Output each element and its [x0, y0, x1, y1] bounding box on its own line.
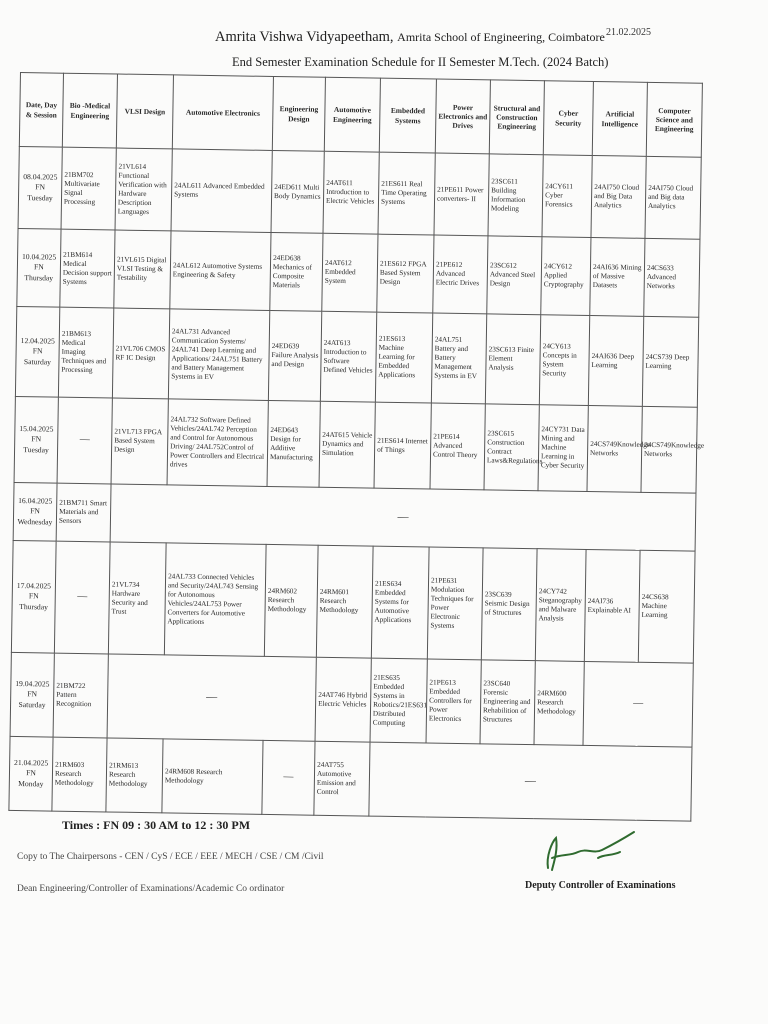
- course-cell: 23SC613 Finite Element Analysis: [485, 314, 540, 405]
- course-cell: 24AT612 Embedded System: [322, 233, 378, 312]
- course-cell: 21ES611 Real Time Operating Systems: [378, 152, 435, 235]
- course-cell: 23SC615 Construction Contract Laws&Regulations: [484, 404, 539, 491]
- dean-line: Dean Engineering/Controller of Examinations/Academic Co ordinator: [17, 884, 285, 894]
- table-row: [9, 736, 692, 821]
- column-header: Bio -Medical Engineering: [62, 73, 117, 148]
- signature-mark: [538, 828, 658, 878]
- course-cell: 24AI750 Cloud and Big Data Analytics: [591, 155, 646, 238]
- course-cell: 23SC611 Building Information Modeling: [488, 154, 543, 237]
- document-date: 21.02.2025: [606, 27, 651, 38]
- exam-day: Monday: [18, 778, 44, 789]
- course-cell: 21VL706 CMOS RF IC Design: [112, 308, 169, 399]
- course-cell: 24AL732 Software Defined Vehicles/24AL742 Perception and Control for Autonomous Driving/ 24AL752Control of Power Controllers and Electrical drives: [167, 399, 268, 487]
- course-cell: 21BM614 Medical Decision support Systems: [60, 229, 115, 308]
- course-cell: 24CY612 Applied Cryptography: [541, 237, 591, 316]
- no-exam-cell: —: [369, 742, 692, 821]
- course-cell: 24AT613 Introduction to Software Defined Vehicles: [320, 311, 376, 402]
- course-cell: 21PE613 Embedded Controllers for Power Electronics: [426, 659, 481, 744]
- no-exam-cell: —: [107, 654, 316, 741]
- date-cell: [14, 396, 58, 483]
- column-header: Date, Day & Session: [19, 73, 63, 148]
- course-cell: 24AL612 Automotive Systems Engineering & Safety: [170, 231, 271, 311]
- course-cell: 23SC612 Advanced Steel Design: [487, 236, 542, 315]
- column-header: VLSI Design: [116, 74, 173, 149]
- course-cell: 24ED639 Failure Analysis and Design: [268, 310, 321, 401]
- exam-session: FN: [31, 434, 42, 444]
- table-row: [17, 228, 700, 317]
- course-cell: 24CS749Knowledge Networks: [641, 406, 697, 493]
- course-cell: 24AT755 Automotive Emission and Control: [314, 741, 370, 816]
- column-header: Automotive Electronics: [172, 75, 273, 151]
- course-cell: 24AL611 Advanced Embedded Systems: [171, 149, 272, 233]
- course-cell: 24CY613 Concepts in System Security: [539, 315, 589, 406]
- column-header: Cyber Security: [543, 81, 593, 156]
- course-cell: 21ES634 Embedded Systems for Automotive Applications: [371, 546, 429, 659]
- column-header: Artificial Intelligence: [592, 82, 647, 157]
- table-row: [18, 146, 701, 239]
- course-cell: 24AL751 Battery and Battery Management Systems in EV: [431, 313, 486, 404]
- exam-session: FN: [30, 506, 41, 516]
- table-row: [14, 396, 697, 493]
- exam-date: 10.04.2025: [21, 252, 57, 262]
- exam-schedule-table: [8, 72, 703, 822]
- course-cell: 24RM608 Research Methodology: [162, 739, 263, 815]
- exam-day: Thursday: [24, 272, 54, 283]
- course-cell: 24AL733 Connected Vehicles and Security/24AL743 Sensing for Autonomous Vehicles/24AL753 Power Converters for Automotive Applications: [164, 543, 266, 657]
- exam-day: Wednesday: [17, 516, 53, 527]
- course-cell: 24AT746 Hybrid Electric Vehicles: [315, 657, 371, 742]
- course-cell: 24AI736 Explainable AI: [584, 549, 640, 662]
- course-cell: 24AT615 Vehicle Dynamics and Simulation: [319, 401, 375, 488]
- institution-title: [215, 29, 605, 46]
- course-cell: 24AI750 Cloud and Big data Analytics: [645, 156, 701, 239]
- exam-date: 15.04.2025: [19, 424, 54, 434]
- exam-day: Saturday: [18, 699, 46, 710]
- course-cell: 21RM613 Research Methodology: [106, 738, 163, 813]
- exam-session: FN: [34, 262, 44, 272]
- table-row: [10, 652, 693, 747]
- course-cell: 21BM722 Pattern Recognition: [53, 653, 108, 738]
- exam-day: Tuesday: [27, 192, 53, 203]
- course-cell: 21ES635 Embedded Systems in Robotics/21ES631 Distributed Computing: [370, 658, 427, 743]
- exam-date: 12.04.2025: [20, 336, 55, 346]
- course-cell: 24ED638 Mechanics of Composite Materials: [270, 232, 323, 311]
- exam-session: FN: [26, 768, 36, 778]
- column-header: Embedded Systems: [379, 78, 436, 153]
- exam-date: 19.04.2025: [15, 679, 50, 689]
- exam-session: FN: [27, 689, 38, 699]
- course-cell: 21PE614 Advanced Control Theory: [430, 403, 485, 490]
- course-cell: 21BM711 Smart Materials and Sensors: [56, 483, 111, 542]
- course-cell: 24AI636 Mining of Massive Datasets: [590, 237, 645, 316]
- course-cell: 24AI636 Deep Learning: [588, 315, 643, 406]
- course-cell: —: [57, 397, 112, 484]
- table-row: [11, 540, 695, 663]
- exam-day: Saturday: [23, 356, 52, 367]
- course-cell: 21BM702 Multivariate Signal Processing: [61, 147, 116, 230]
- date-cell: [17, 228, 61, 307]
- course-cell: 24CS638 Machine Learning: [638, 550, 695, 663]
- exam-session: FN: [28, 591, 39, 601]
- column-header: Computer Science and Engineering: [646, 82, 702, 157]
- course-cell: 21ES614 Internet of Things: [374, 402, 431, 489]
- date-cell: [9, 736, 53, 811]
- course-cell: 24RM602 Research Methodology: [264, 544, 318, 657]
- date-cell: [13, 482, 57, 541]
- course-cell: 24ED611 Multi Body Dynamics: [271, 150, 324, 233]
- column-header: Structural and Construction Engineering: [489, 80, 544, 155]
- course-cell: 21BM613 Medical Imaging Techniques and Processing: [58, 307, 113, 398]
- table-row: [15, 306, 698, 407]
- course-cell: 23SC640 Forensic Engineering and Rehabilition of Structures: [480, 660, 535, 745]
- course-cell: 24CS739 Deep Learning: [642, 316, 698, 407]
- course-cell: —: [262, 740, 315, 815]
- no-exam-cell: —: [110, 484, 696, 551]
- date-cell: [11, 540, 56, 653]
- no-exam-cell: —: [583, 661, 693, 747]
- course-cell: —: [54, 541, 110, 654]
- course-cell: 24RM601 Research Methodology: [316, 545, 373, 658]
- course-cell: 24ED643 Design for Additive Manufacturing: [267, 400, 320, 487]
- course-cell: 24CY742 Steganography and Malware Analysis: [535, 549, 586, 662]
- exam-date: 08.04.2025: [23, 172, 58, 182]
- date-cell: [18, 146, 62, 229]
- course-cell: 21ES613 Machine Learning for Embedded Applications: [375, 312, 432, 403]
- course-cell: 24CS749Knowledge Networks: [587, 405, 642, 492]
- column-header: Engineering Design: [272, 76, 325, 151]
- exam-day: Thursday: [19, 601, 49, 612]
- column-header: Automotive Engineering: [324, 77, 380, 152]
- exam-date: 17.04.2025: [16, 581, 52, 591]
- course-cell: 24AT611 Introduction to Electric Vehicles: [323, 151, 379, 234]
- institution-name: Amrita Vishwa Vidyapeetham,: [215, 29, 394, 45]
- exam-date: 21.04.2025: [13, 758, 49, 768]
- course-cell: 24CY731 Data Mining and Machine Learning in Cyber Security: [538, 405, 588, 492]
- copy-to-line: Copy to The Chairpersons - CEN / CyS / ECE / EEE / MECH / CSE / CM /Civil: [17, 852, 324, 862]
- course-cell: 21VL615 Digital VLSI Testing & Testability: [114, 230, 171, 309]
- exam-day: Tuesday: [23, 444, 49, 455]
- course-cell: 24RM600 Research Methodology: [534, 661, 584, 746]
- course-cell: 21VL734 Hardware Security and Trust: [108, 542, 166, 655]
- exam-session: FN: [35, 182, 46, 192]
- column-header: Power Electronics and Drives: [435, 79, 490, 154]
- course-cell: 21PE611 Power converters- II: [434, 153, 489, 236]
- course-cell: 24CS633 Advanced Networks: [644, 238, 700, 317]
- date-cell: [10, 652, 54, 737]
- course-cell: 21PE631 Modulation Techniques for Power Electronic Systems: [427, 547, 483, 660]
- schedule-title: End Semester Examination Schedule for II Semester M.Tech. (2024 Batch): [232, 55, 609, 69]
- exam-session: FN: [32, 346, 43, 356]
- course-cell: 21VL713 FPGA Based System Design: [111, 398, 168, 485]
- course-cell: 21VL614 Functional Verification with Hardware Description Languages: [115, 148, 172, 231]
- course-cell: 21RM603 Research Methodology: [52, 737, 107, 812]
- course-cell: 24AL731 Advanced Communication Systems/ 24AL741 Deep Learning and Applications/ 24AL751 Battery and Battery Management Systems in EV: [168, 309, 269, 401]
- school-name: Amrita School of Engineering, Coimbatore: [397, 30, 605, 44]
- course-cell: 23SC639 Seismic Design of Structures: [481, 548, 537, 661]
- date-cell: [15, 306, 59, 397]
- signatory-title: Deputy Controller of Examinations: [525, 880, 676, 891]
- exam-date: 16.04.2025: [18, 496, 53, 506]
- table-row: [13, 482, 696, 551]
- course-cell: 21ES612 FPGA Based System Design: [377, 234, 434, 313]
- header-row: [19, 73, 702, 158]
- course-cell: 21PE612 Advanced Electric Drives: [433, 235, 488, 314]
- exam-times: Times : FN 09 : 30 AM to 12 : 30 PM: [62, 818, 251, 832]
- course-cell: 24CY611 Cyber Forensics: [542, 155, 592, 238]
